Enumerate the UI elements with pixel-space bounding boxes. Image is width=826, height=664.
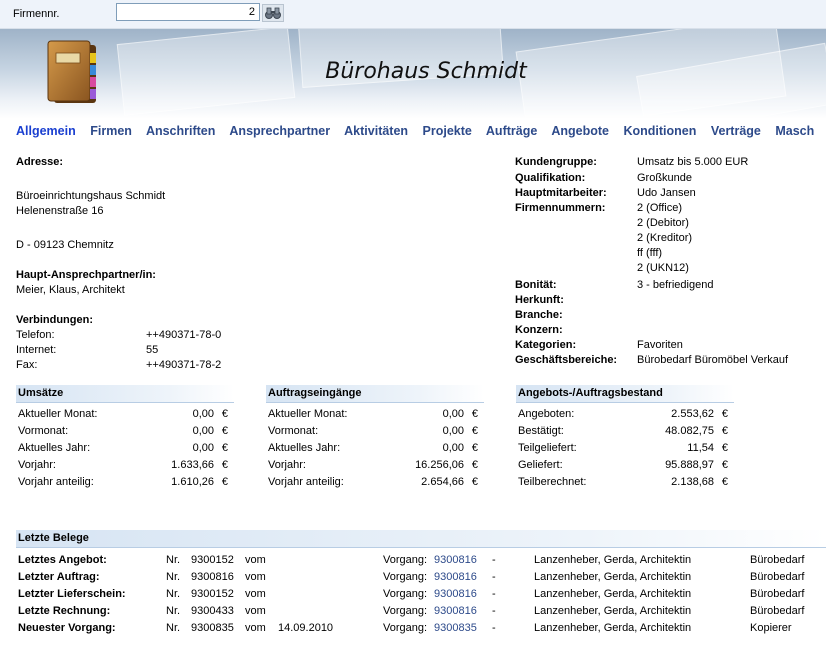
doc-date-label: vom	[245, 571, 266, 583]
doc-contact: Lanzenheber, Gerda, Architektin	[534, 622, 692, 634]
doc-area: Bürobedarf	[750, 605, 805, 617]
doc-area: Bürobedarf	[750, 588, 805, 600]
sales-row: Vormonat: 0,00 €	[18, 425, 228, 437]
doc-separator: -	[492, 554, 496, 566]
backlog-row: Teilgeliefert: 11,54 €	[518, 442, 728, 454]
industry-label: Branche:	[515, 309, 563, 321]
doc-process-link[interactable]: 9300816	[434, 605, 477, 617]
doc-area: Bürobedarf	[750, 554, 805, 566]
customer-group-value: Umsatz bis 5.000 EUR	[637, 156, 749, 168]
tab-angebote[interactable]: Angebote	[551, 124, 609, 138]
firm-number-value: ff (fff)	[637, 247, 663, 259]
doc-row-label: Neuester Vorgang:	[18, 622, 116, 634]
recent-documents-heading: Letzte Belege	[16, 530, 826, 548]
tab-ansprechpartner[interactable]: Ansprechpartner	[229, 124, 331, 138]
sales-row: Vorjahr: 1.633,66 €	[18, 459, 228, 471]
doc-process-label: Vorgang:	[383, 605, 428, 617]
qualification-value: Großkunde	[637, 172, 693, 184]
business-areas-value: Bürobedarf Büromöbel Verkauf	[637, 354, 789, 366]
backlog-row: Angeboten: 2.553,62 €	[518, 408, 728, 420]
doc-number[interactable]: 9300152	[191, 554, 234, 566]
doc-area: Bürobedarf	[750, 571, 805, 583]
doc-separator: -	[492, 622, 496, 634]
order-intake-row: Aktuelles Jahr: 0,00 €	[268, 442, 478, 454]
tab-anschriften[interactable]: Anschriften	[145, 124, 216, 138]
order-intake-row: Vorjahr anteilig: 2.654,66 €	[268, 476, 478, 488]
phone-value: ++490371-78-0	[146, 329, 222, 341]
doc-process-label: Vorgang:	[383, 588, 428, 600]
tab-konditionen[interactable]: Konditionen	[623, 124, 697, 138]
tab-allgemein[interactable]: Allgemein	[16, 124, 76, 138]
doc-row-label: Letzter Lieferschein:	[18, 588, 126, 600]
customer-group-label: Kundengruppe:	[515, 156, 597, 168]
firm-number-value: 2 (Office)	[637, 202, 683, 214]
address-line-2: Helenenstraße 16	[16, 205, 104, 217]
categories-label: Kategorien:	[515, 339, 577, 351]
doc-nr-label: Nr.	[166, 554, 181, 566]
credit-rating-value: 3 - befriedigend	[637, 279, 714, 291]
qualification-label: Qualifikation:	[515, 172, 586, 184]
tab-bar	[16, 124, 825, 138]
doc-nr-label: Nr.	[166, 605, 181, 617]
address-line-1: Büroeinrichtungshaus Schmidt	[16, 190, 166, 202]
search-label: Firmennr.	[13, 8, 60, 20]
firm-number-input[interactable]	[116, 3, 260, 21]
search-button[interactable]	[262, 4, 284, 22]
doc-contact: Lanzenheber, Gerda, Architektin	[534, 605, 692, 617]
doc-row-label: Letztes Angebot:	[18, 554, 107, 566]
phone-label: Telefon:	[16, 329, 55, 341]
firm-number-value: 2 (UKN12)	[637, 262, 689, 274]
business-areas-label: Geschäftsbereiche:	[515, 354, 618, 366]
backlog-row: Geliefert: 95.888,97 €	[518, 459, 728, 471]
doc-separator: -	[492, 571, 496, 583]
order-intake-section-heading: Auftragseingänge	[266, 385, 484, 403]
main-contact-value: Meier, Klaus, Architekt	[16, 284, 125, 296]
doc-process-link[interactable]: 9300816	[434, 571, 477, 583]
doc-nr-label: Nr.	[166, 622, 181, 634]
firm-number-value: 2 (Debitor)	[637, 217, 689, 229]
doc-process-link[interactable]: 9300816	[434, 588, 477, 600]
connections-heading: Verbindungen:	[16, 314, 93, 326]
header-banner	[0, 29, 826, 119]
search-bar	[0, 0, 826, 29]
doc-nr-label: Nr.	[166, 588, 181, 600]
doc-number[interactable]: 9300433	[191, 605, 234, 617]
doc-process-label: Vorgang:	[383, 622, 428, 634]
order-intake-row: Aktueller Monat: 0,00 €	[268, 408, 478, 420]
main-employee-label: Hauptmitarbeiter:	[515, 187, 607, 199]
doc-area: Kopierer	[750, 622, 792, 634]
tab-aktivitaeten[interactable]: Aktivitäten	[344, 124, 409, 138]
fax-label: Fax:	[16, 359, 38, 371]
tab-maschinen[interactable]: Masch	[775, 124, 815, 138]
doc-contact: Lanzenheber, Gerda, Architektin	[534, 588, 692, 600]
doc-number[interactable]: 9300835	[191, 622, 234, 634]
address-line-3: D - 09123 Chemnitz	[16, 239, 114, 251]
doc-row-label: Letzte Rechnung:	[18, 605, 111, 617]
credit-rating-label: Bonität:	[515, 279, 557, 291]
main-employee-value: Udo Jansen	[637, 187, 696, 199]
backlog-row: Bestätigt: 48.082,75 €	[518, 425, 728, 437]
categories-value: Favoriten	[637, 339, 683, 351]
doc-number[interactable]: 9300152	[191, 588, 234, 600]
company-name-title: Bürohaus Schmidt	[325, 59, 527, 84]
backlog-row: Teilberechnet: 2.138,68 €	[518, 476, 728, 488]
doc-date-label: vom	[245, 605, 266, 617]
address-heading: Adresse:	[16, 156, 64, 168]
binoculars-icon	[264, 6, 282, 20]
tab-vertraege[interactable]: Verträge	[710, 124, 761, 138]
doc-process-link[interactable]: 9300835	[434, 622, 477, 634]
doc-separator: -	[492, 588, 496, 600]
internet-label: Internet:	[16, 344, 57, 356]
sales-row: Vorjahr anteilig: 1.610,26 €	[18, 476, 228, 488]
firm-numbers-label: Firmennummern:	[515, 202, 606, 214]
doc-nr-label: Nr.	[166, 571, 181, 583]
sales-section-heading: Umsätze	[16, 385, 234, 403]
origin-label: Herkunft:	[515, 294, 564, 306]
doc-process-link[interactable]: 9300816	[434, 554, 477, 566]
tab-firmen[interactable]: Firmen	[90, 124, 132, 138]
sales-row: Aktueller Monat: 0,00 €	[18, 408, 228, 420]
firm-number-value: 2 (Kreditor)	[637, 232, 693, 244]
tab-projekte[interactable]: Projekte	[422, 124, 472, 138]
backlog-section-heading: Angebots-/Auftragsbestand	[516, 385, 734, 403]
doc-contact: Lanzenheber, Gerda, Architektin	[534, 571, 692, 583]
doc-process-label: Vorgang:	[383, 571, 428, 583]
order-intake-row: Vorjahr: 16.256,06 €	[268, 459, 478, 471]
fax-value: ++490371-78-2	[146, 359, 222, 371]
doc-row-label: Letzter Auftrag:	[18, 571, 100, 583]
doc-number[interactable]: 9300816	[191, 571, 234, 583]
doc-date-label: vom	[245, 622, 266, 634]
doc-process-label: Vorgang:	[383, 554, 428, 566]
doc-date: 14.09.2010	[278, 622, 334, 634]
order-intake-row: Vormonat: 0,00 €	[268, 425, 478, 437]
main-contact-heading: Haupt-Ansprechpartner/in:	[16, 269, 156, 281]
group-label: Konzern:	[515, 324, 563, 336]
tab-auftraege[interactable]: Aufträge	[485, 124, 538, 138]
sales-row: Aktuelles Jahr: 0,00 €	[18, 442, 228, 454]
doc-date-label: vom	[245, 588, 266, 600]
doc-date-label: vom	[245, 554, 266, 566]
doc-contact: Lanzenheber, Gerda, Architektin	[534, 554, 692, 566]
internet-value: 55	[146, 344, 159, 356]
doc-separator: -	[492, 605, 496, 617]
